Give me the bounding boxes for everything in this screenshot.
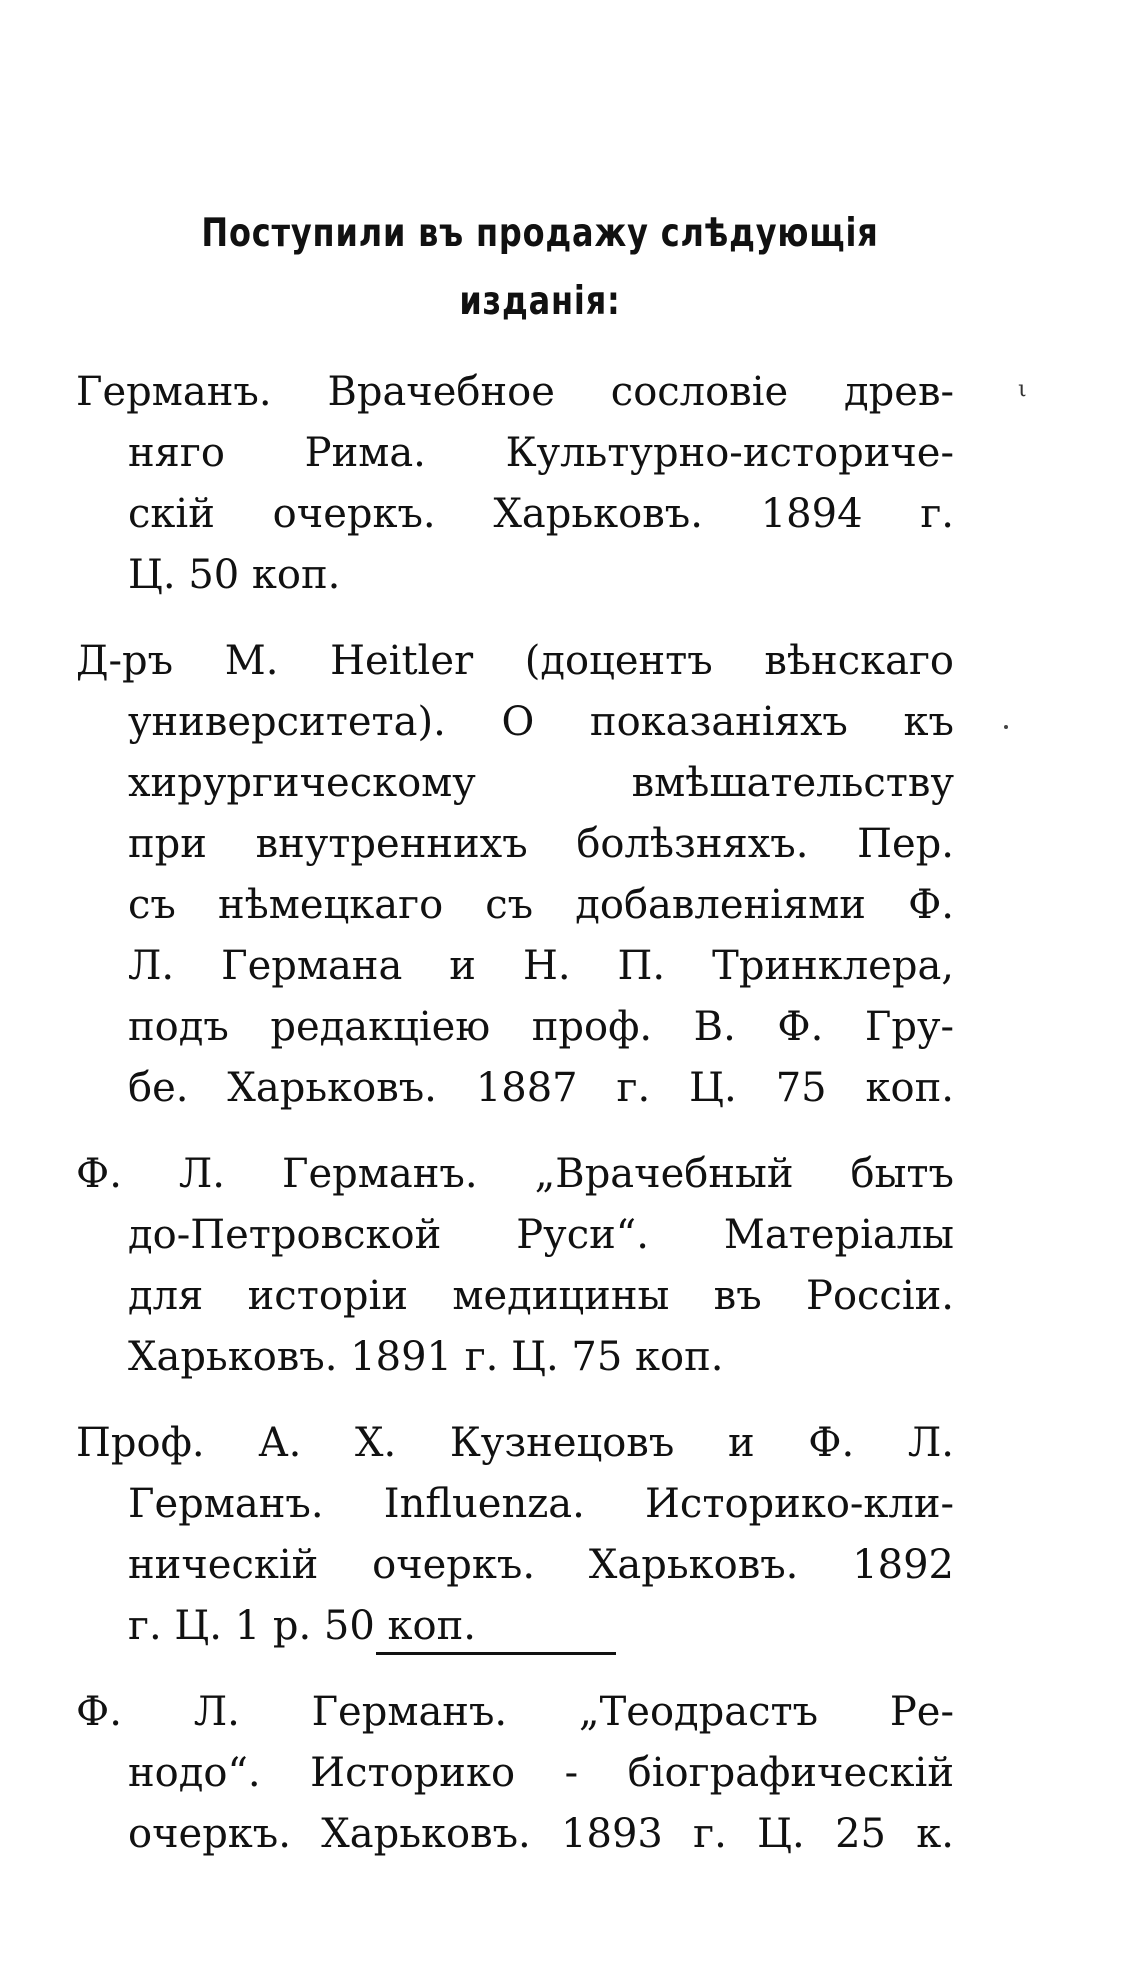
entry-line: ническій очеркъ. Харьковъ. 1892 xyxy=(128,1542,954,1588)
entry-line: скій очеркъ. Харьковъ. 1894 г. xyxy=(128,491,954,537)
entry-line: Д-ръ М. Heitler (доцентъ вѣнскаго xyxy=(76,638,954,684)
heading-line-2: изданія: xyxy=(459,279,621,324)
entry-line: г. Ц. 1 р. 50 коп. xyxy=(128,1603,476,1649)
publication-list xyxy=(76,362,954,1890)
entry-line: Германъ. Врачебное сословіе древ- xyxy=(76,369,954,415)
entry-line: для исторіи медицины въ Россіи. xyxy=(128,1273,954,1319)
publication-entry xyxy=(76,631,954,1119)
publication-entry xyxy=(76,362,954,606)
closing-rule xyxy=(376,1652,616,1655)
entry-line: хирургическому вмѣшательству xyxy=(128,760,954,806)
entry-line: Ф. Л. Германъ. „Врачебный бытъ xyxy=(76,1151,954,1197)
entry-line: Германъ. Influenza. Историко-кли- xyxy=(128,1481,954,1527)
entry-line: подъ редакціею проф. В. Ф. Гру- xyxy=(128,1004,954,1050)
entry-line: нодо“. Историко - біографическій xyxy=(128,1750,954,1796)
entry-line: Ф. Л. Германъ. „Теодрастъ Ре- xyxy=(76,1689,954,1735)
entry-line: бе. Харьковъ. 1887 г. Ц. 75 коп. xyxy=(128,1065,954,1111)
entry-line: при внутреннихъ болѣзняхъ. Пер. xyxy=(128,821,954,867)
entry-line: съ нѣмецкаго съ добавленіями Ф. xyxy=(128,882,954,928)
entry-line: Ц. 50 коп. xyxy=(128,552,341,598)
entry-line: Проф. А. Х. Кузнецовъ и Ф. Л. xyxy=(76,1420,954,1466)
entry-line: очеркъ. Харьковъ. 1893 г. Ц. 25 к. xyxy=(128,1811,954,1857)
heading-line-1: Поступили въ продажу слѣдующія xyxy=(201,211,879,256)
entry-line: няго Рима. Культурно-историче- xyxy=(128,430,954,476)
publication-entry xyxy=(76,1144,954,1388)
stray-dot xyxy=(1004,725,1008,729)
publication-entry xyxy=(76,1682,954,1865)
publication-entry xyxy=(76,1413,954,1657)
entry-line: Л. Германа и Н. П. Тринклера, xyxy=(128,943,954,989)
page-heading xyxy=(179,200,901,336)
entry-line: до-Петровской Руси“. Матеріалы xyxy=(128,1212,954,1258)
stray-pen-mark: ι xyxy=(1018,377,1027,402)
entry-line: Харьковъ. 1891 г. Ц. 75 коп. xyxy=(128,1334,724,1380)
entry-line: университета). О показаніяхъ къ xyxy=(128,699,954,745)
